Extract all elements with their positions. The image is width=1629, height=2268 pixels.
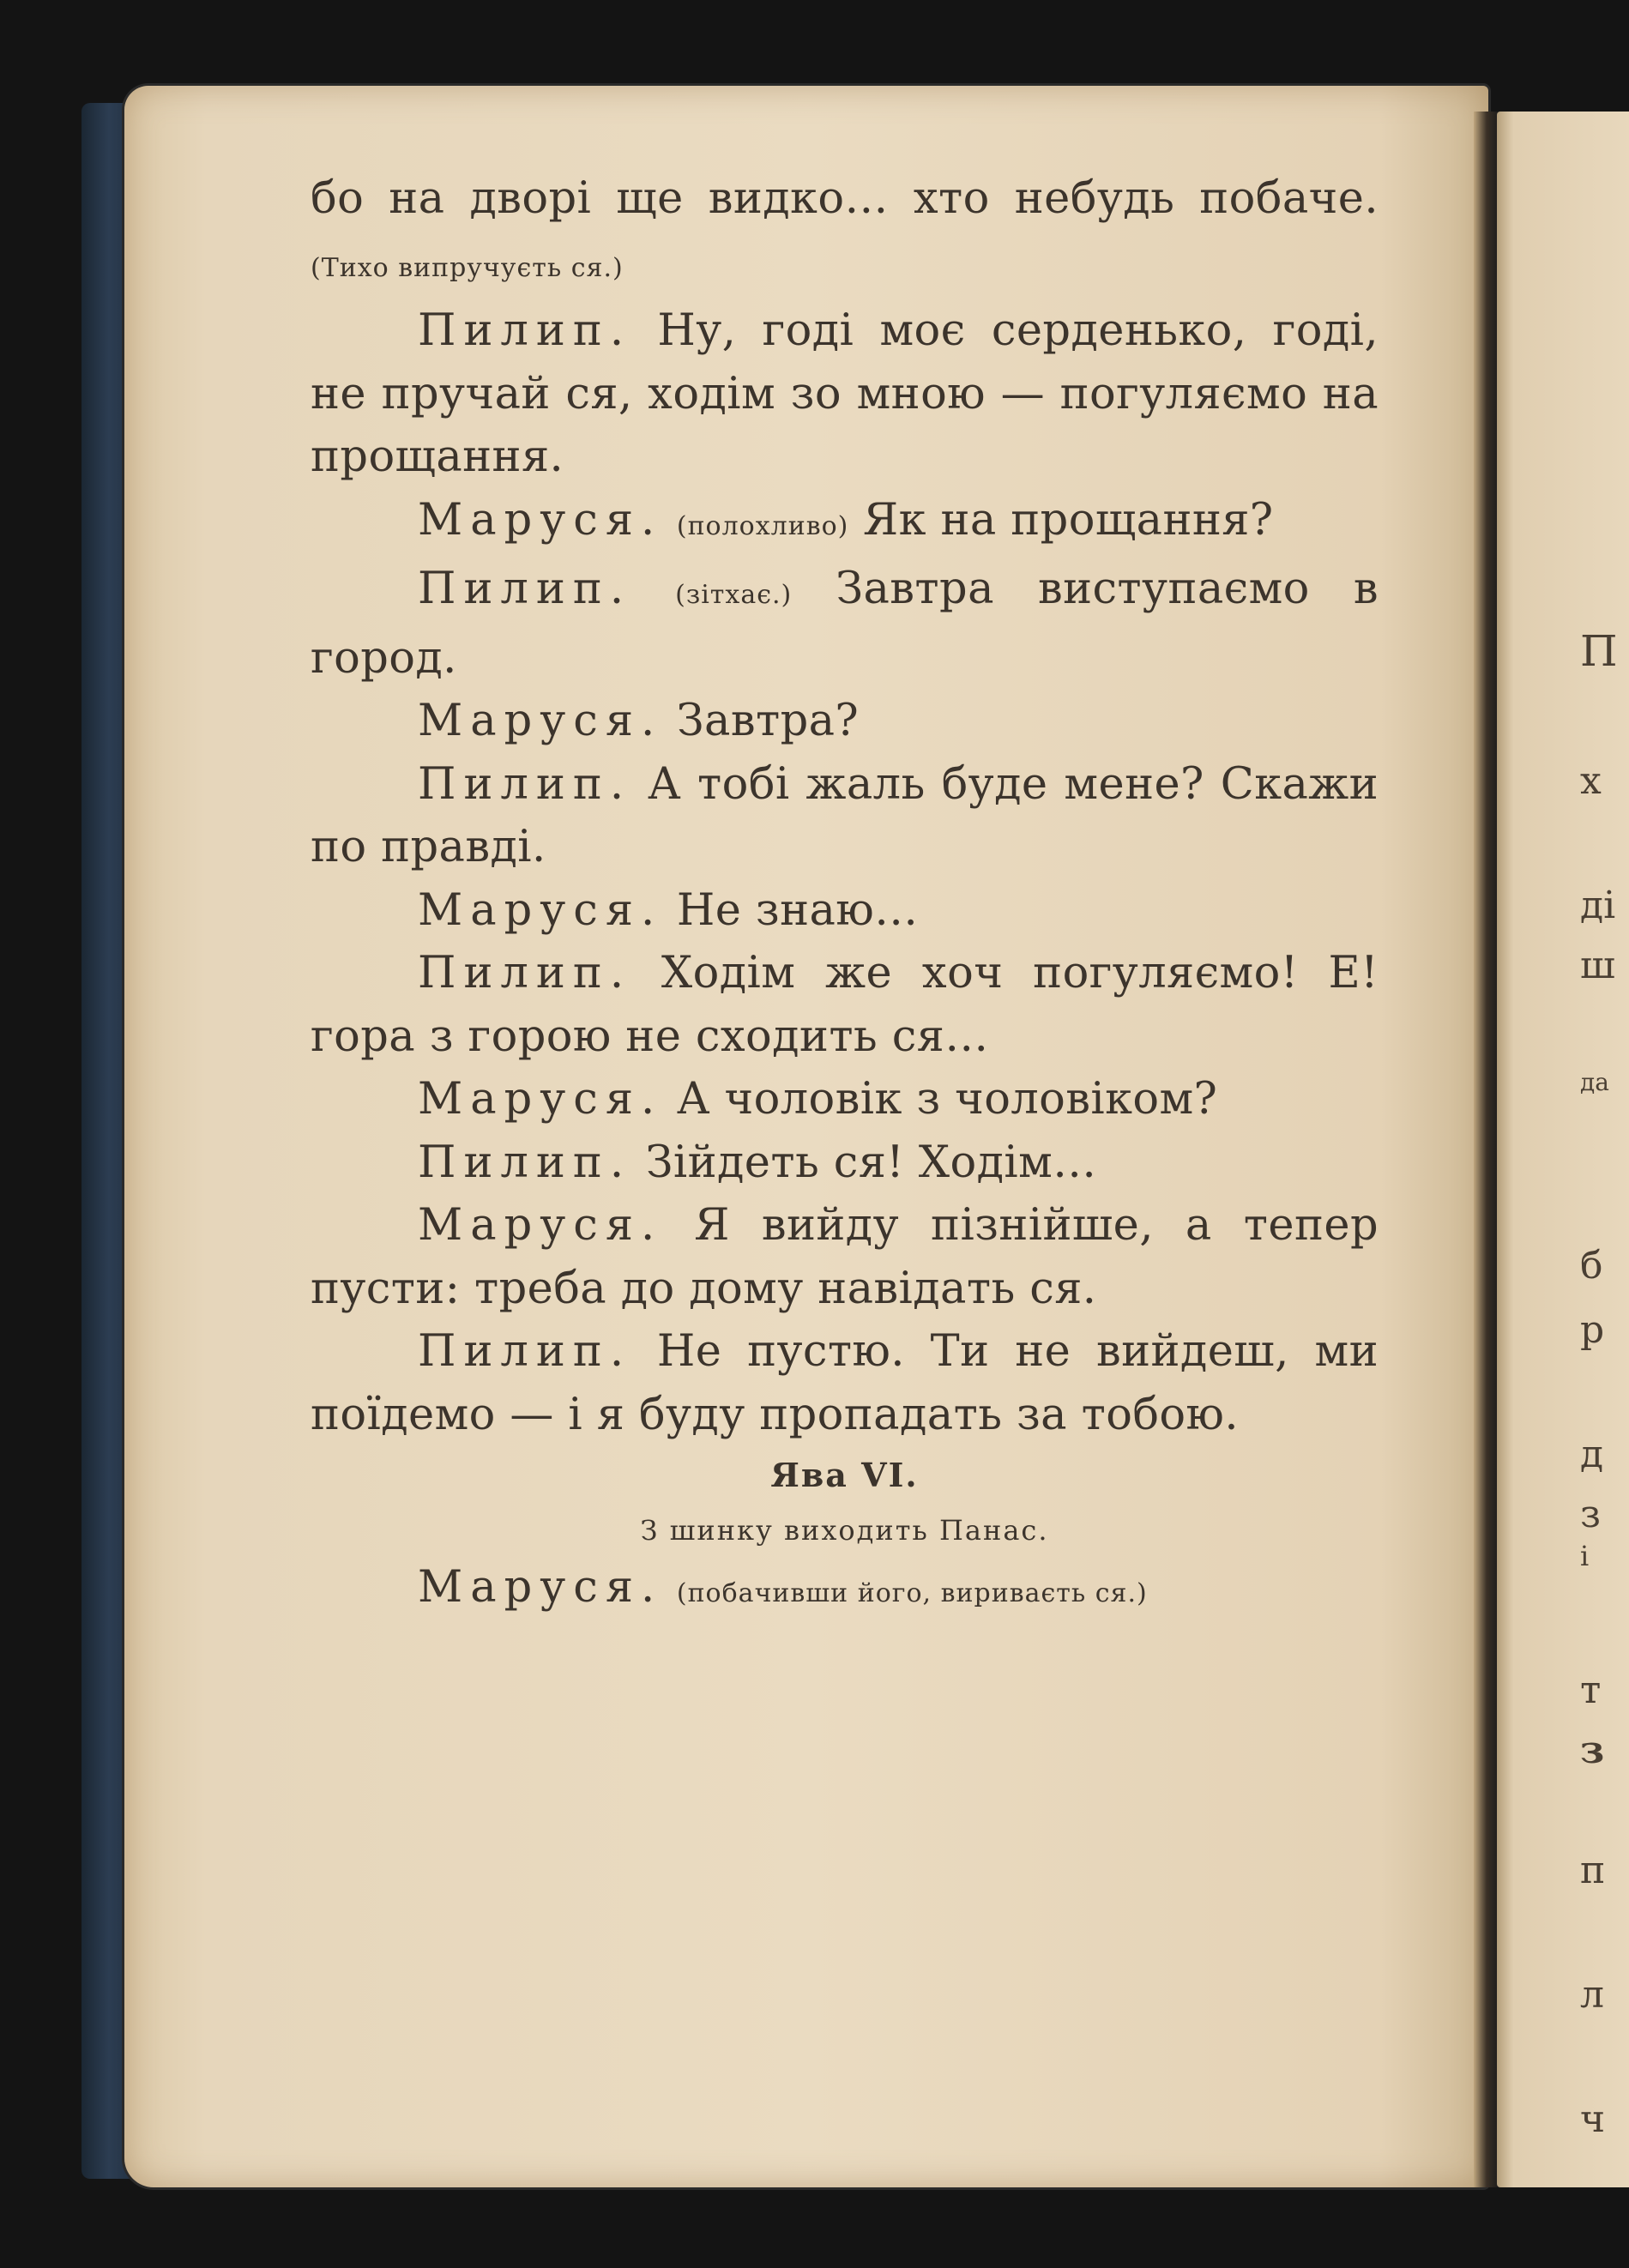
right-page-fragment-text: з bbox=[1580, 1493, 1601, 1536]
dialogue-line bbox=[311, 879, 1379, 943]
right-page-fragment bbox=[1497, 112, 1629, 2187]
dialogue-line bbox=[311, 299, 1379, 489]
dialogue-text: Ходім же хоч погуляємо! Е! гора з горою не сходить ся… bbox=[311, 948, 1379, 1062]
speaker-name: Пилип. bbox=[418, 305, 632, 356]
speaker-name: Маруся. bbox=[418, 696, 663, 746]
dialogue-line bbox=[311, 1131, 1379, 1195]
scene-stage-direction: З шинку виходить Панас. bbox=[640, 1514, 1049, 1547]
dialogue-line bbox=[311, 1068, 1379, 1131]
dialogue-text: Не пустю. Ти не вийдеш, ми поїдемо — і я буду пропадать за тобою. bbox=[311, 1326, 1379, 1440]
page-text bbox=[311, 167, 1379, 1626]
stage-direction: (побачивши його, вириваєть ся.) bbox=[676, 1578, 1148, 1608]
dialogue-line bbox=[311, 753, 1379, 879]
continuation-paragraph bbox=[311, 167, 1379, 299]
right-page-fragment-text: х bbox=[1580, 759, 1602, 803]
dialogue-line bbox=[311, 558, 1379, 690]
dialogue-line bbox=[311, 489, 1379, 558]
right-page-fragment-text: л bbox=[1580, 1973, 1604, 2017]
speaker-name: Маруся. bbox=[418, 884, 663, 936]
speaker-name: Пилип. bbox=[418, 948, 632, 998]
dialogue-line bbox=[311, 690, 1379, 753]
scene-heading: Ява VI. bbox=[770, 1456, 919, 1494]
dialogue-text: А чоловік з чоловіком? bbox=[676, 1074, 1218, 1125]
dialogue-line bbox=[311, 1194, 1379, 1320]
right-page-fragment-text: да bbox=[1580, 1068, 1609, 1096]
right-page-fragment-text: р bbox=[1580, 1308, 1605, 1352]
speaker-name: Маруся. bbox=[418, 494, 663, 546]
dialogue-line bbox=[311, 942, 1379, 1068]
dialogue-text: Завтра виступаємо в город. bbox=[311, 564, 1379, 684]
speaker-name: Пилип. bbox=[418, 564, 632, 614]
right-page-fragment-text: з bbox=[1580, 1728, 1605, 1772]
speaker-name: Пилип. bbox=[418, 1137, 632, 1188]
speaker-name: Пилип. bbox=[418, 1326, 632, 1377]
dialogue-text: Я вийду пізнійше, а тепер пусти: треба до дому навідать ся. bbox=[311, 1200, 1379, 1314]
dialogue-text: Завтра? bbox=[676, 696, 860, 746]
speaker-name: Маруся. bbox=[418, 1562, 663, 1613]
right-page-fragment-text: т bbox=[1580, 1668, 1602, 1712]
right-page-fragment-text: і bbox=[1580, 1540, 1590, 1572]
right-page-fragment-text: д bbox=[1580, 1433, 1604, 1476]
dialogue-text: Зійдеть ся! Ходім… bbox=[645, 1137, 1097, 1188]
right-page-fragment-text: б bbox=[1580, 1244, 1603, 1288]
dialogue-text: Ну, годі моє серденько, годі, не пручай ся, ходім зо мною — погуляємо на прощання. bbox=[311, 305, 1379, 482]
speaker-name: Пилип. bbox=[418, 758, 632, 810]
paragraph-text: бо на дворі ще видко… хто небудь побаче. bbox=[311, 173, 1379, 224]
right-page-fragment-text: ч bbox=[1580, 2097, 1606, 2141]
stage-direction: (Тихо випручуєть ся.) bbox=[311, 252, 624, 283]
book-gutter bbox=[1474, 112, 1499, 2187]
stage-direction: (зітхає.) bbox=[675, 580, 793, 610]
dialogue-line bbox=[311, 1556, 1379, 1626]
dialogue-text: Не знаю… bbox=[676, 884, 919, 936]
right-page-fragment-text: ді bbox=[1580, 884, 1616, 927]
right-page-fragment-text: п bbox=[1580, 1849, 1606, 1892]
dialogue-line bbox=[311, 1320, 1379, 1446]
right-page-fragment-text: ш bbox=[1580, 944, 1615, 987]
speaker-name: Маруся. bbox=[418, 1200, 663, 1251]
stage-direction: (полохливо) bbox=[676, 510, 849, 541]
dialogue-text: Як на прощання? bbox=[863, 494, 1274, 546]
speaker-name: Маруся. bbox=[418, 1074, 663, 1125]
dialogue-text: А тобі жаль буде мене? Скажи по правді. bbox=[311, 758, 1379, 872]
right-page-fragment-text: П bbox=[1580, 626, 1618, 676]
